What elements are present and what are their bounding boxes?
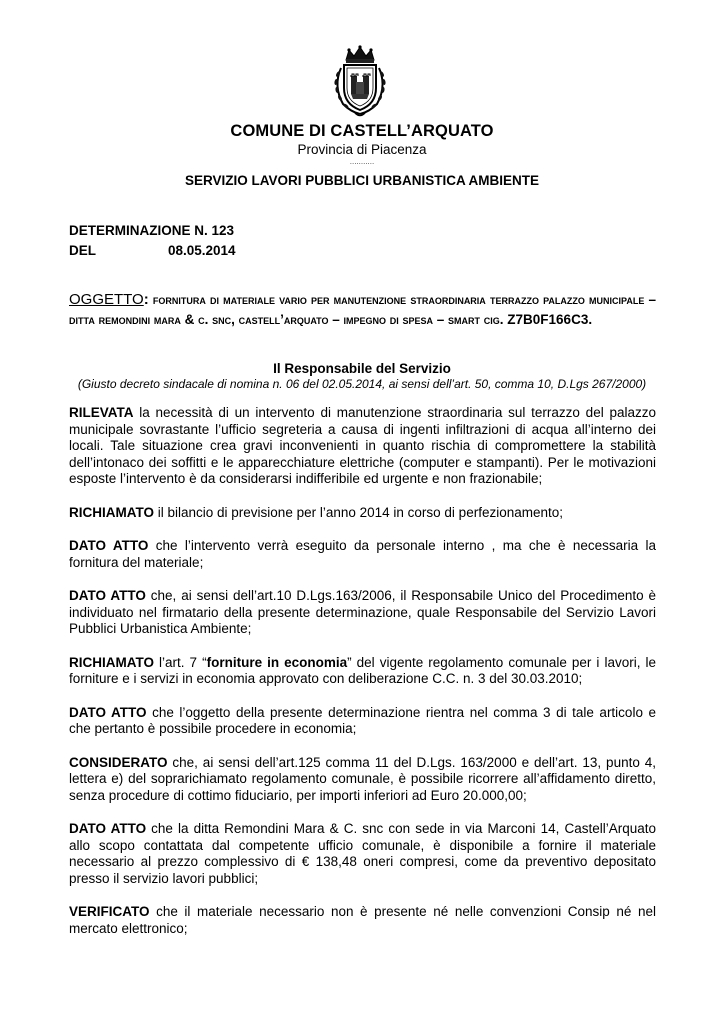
paragraph-text: che, ai sensi dell’art.10 D.Lgs.163/2006, il Responsabile Unico del Procedimento è individuato nel firmatario della presente determinazione, quale Responsabile del Servizio Lavori Pubblici Urbanistica Ambiente;: [69, 588, 656, 636]
subject-label: OGGETTO: [69, 291, 144, 308]
paragraph-text: che la ditta Remondini Mara & C. snc con sede in via Marconi 14, Castell’Arquato allo scopo contattata dal competente ufficio comunale, è disponibile a fornire il materiale necessario al prezzo complessivo di € 138,48 oneri compresi, come da preventivo depositato presso il servizio lavori pubblici;: [69, 821, 656, 886]
document-body: [69, 405, 656, 954]
paragraph-text: ” del vigente regolamento comunale per i lavori, le forniture e i servizi in economia approvato con deliberazione C.C. n. 3 del 30.03.2010;: [69, 654, 656, 686]
paragraph-keyword: CONSIDERATO: [69, 754, 168, 770]
paragraph-keyword: RICHIAMATO: [69, 504, 154, 520]
subject-block: [69, 290, 656, 330]
date-label: DEL: [69, 243, 96, 258]
paragraph-rilevata: [69, 405, 656, 488]
paragraph-text: che l’intervento verrà eseguito da personale interno , ma che è necessaria la fornitura del materiale;: [69, 538, 656, 570]
cig-code: Z7B0F166C3.: [503, 312, 593, 327]
municipality-name: COMUNE DI CASTELL’ARQUATO: [230, 122, 494, 140]
paragraph-text: che il materiale necessario non è presente né nelle convenzioni Consip né nel mercato elettronico;: [69, 904, 656, 936]
determination-date: 08.05.2014: [168, 243, 236, 258]
province-name: Provincia di Piacenza: [297, 142, 427, 157]
paragraph-dato-atto-ditta: [69, 821, 656, 887]
paragraph-text: la necessità di un intervento di manutenzione straordinaria sul terrazzo del palazzo municipale sovrastante l’ufficio segreteria a causa di ingenti infiltrazioni di acqua all’interno dei locali. Tale situazione crea gravi inconvenienti in quanto rischia di compromettere la stabilità dell’intonaco dei soffitti e le apparecchiature elettriche (computer e stampanti). Per le motivazioni esposte l’intervento è da considerarsi indifferibile ed urgente e non frazionabile;: [69, 405, 656, 486]
appointment-note: (Giusto decreto sindacale di nomina n. 06 del 02.05.2014, ai sensi dell’art. 50, comma 10, D.Lgs 267/2000): [77, 377, 647, 391]
paragraph-keyword: VERIFICATO: [69, 904, 150, 919]
paragraph-richiamato-bilancio: [69, 505, 656, 522]
paragraph-text-before: l’art. 7 “: [154, 654, 207, 670]
paragraph-text: che, ai sensi dell’art.125 comma 11 del D.Lgs. 163/2000 e dell’art. 13, punto 4, lettera e) del soprarichiamato regolamento comunale, è possibile ricorrere all’affidamento diretto, senza procedure di cottimo fiduciario, per importi inferiori ad Euro 20.000,00;: [69, 754, 656, 803]
paragraph-keyword: RICHIAMATO: [69, 654, 154, 670]
paragraph-verificato: [69, 904, 656, 937]
paragraph-dato-atto-comma3: [69, 705, 656, 738]
determination-date-row: [69, 241, 236, 261]
responsible-title: Il Responsabile del Servizio: [273, 361, 451, 376]
paragraph-text: che l’oggetto della presente determinazione rientra nel comma 3 di tale articolo e che pertanto è possibile procedere in economia;: [69, 704, 656, 736]
paragraph-dato-atto-intervento: [69, 538, 656, 571]
paragraph-keyword: DATO ATTO: [69, 821, 147, 836]
determination-number: DETERMINAZIONE N. 123: [69, 223, 235, 238]
paragraph-keyword: DATO ATTO: [69, 538, 149, 553]
paragraph-bold-phrase: forniture in economia: [206, 654, 348, 670]
header-separator: ...........: [349, 157, 375, 166]
paragraph-considerato: [69, 755, 656, 805]
subject-colon: :: [143, 291, 149, 308]
paragraph-keyword: RILEVATA: [69, 405, 134, 420]
responsible-heading: [0, 360, 724, 392]
paragraph-keyword: DATO ATTO: [69, 704, 147, 720]
municipal-crest-icon: [329, 44, 391, 118]
paragraph-dato-atto-rup: [69, 588, 656, 638]
paragraph-text: il bilancio di previsione per l’anno 2014 in corso di perfezionamento;: [154, 504, 563, 520]
paragraph-richiamato-art7: [69, 655, 656, 688]
subject-text: fornitura di materiale vario per manutenzione straordinaria terrazzo palazzo municipale – ditta remondini mara & c. snc, castell’arquato – impegno di spesa – smart cig.: [69, 292, 656, 327]
service-name: SERVIZIO LAVORI PUBBLICI URBANISTICA AMBIENTE: [184, 173, 539, 188]
determination-block: [69, 221, 236, 261]
document-header: [0, 121, 724, 190]
paragraph-keyword: DATO ATTO: [69, 588, 146, 603]
